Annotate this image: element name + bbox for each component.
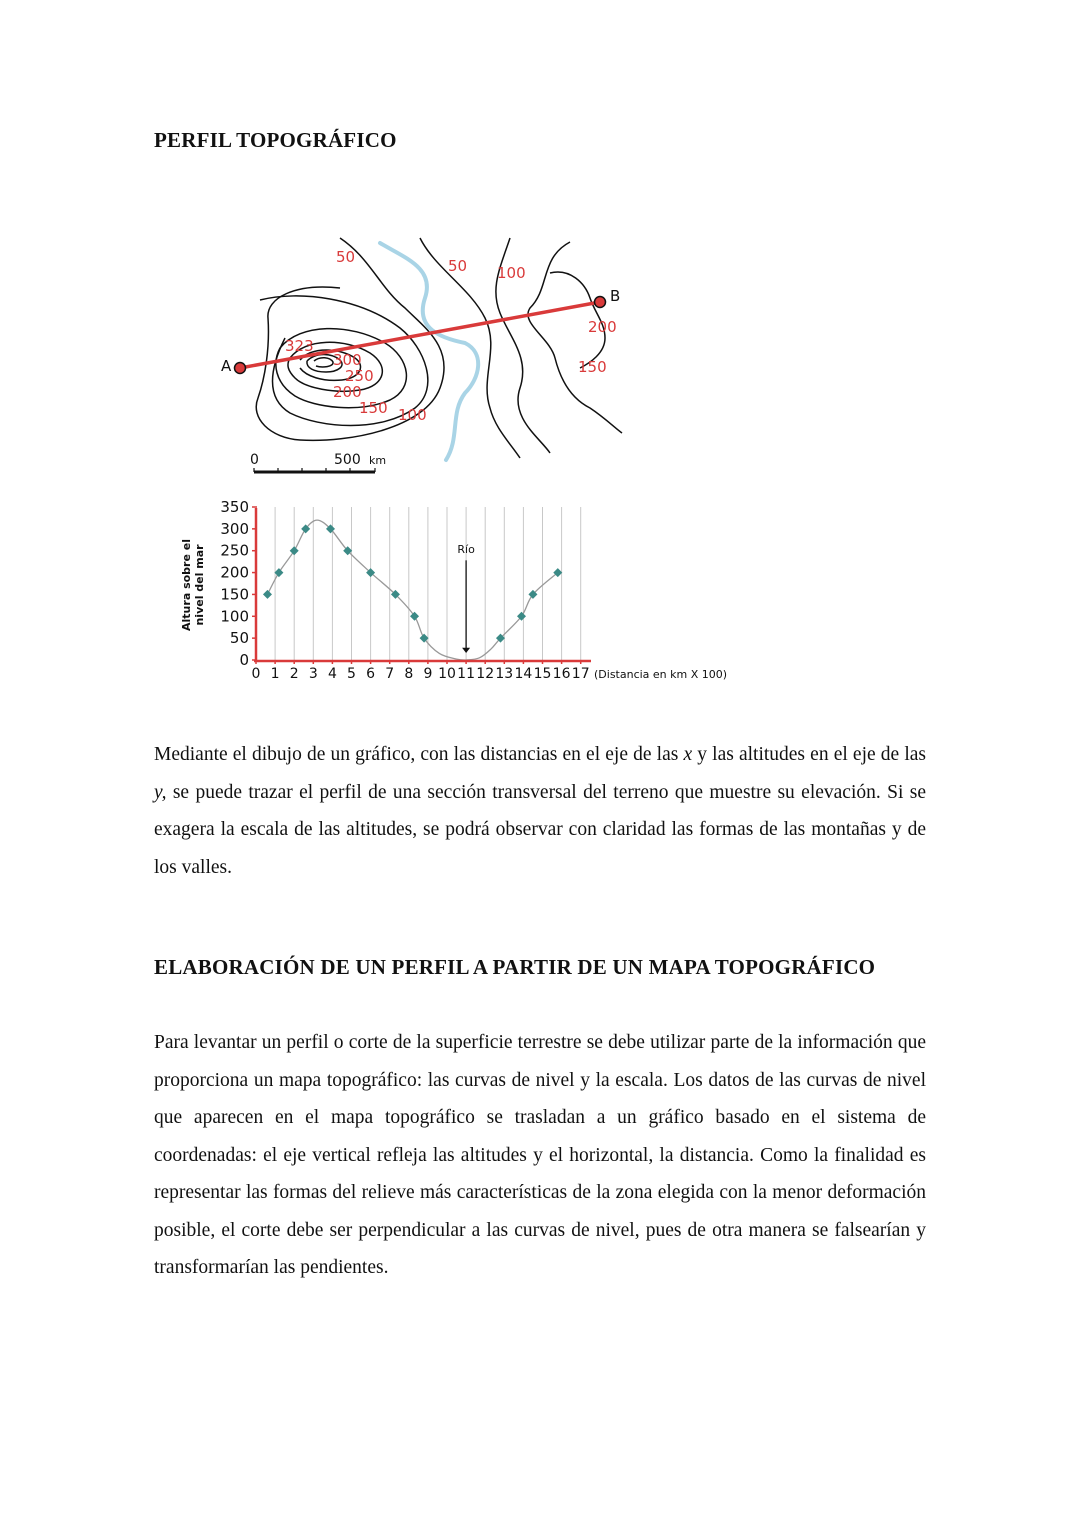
page-title: PERFIL TOPOGRÁFICO	[154, 128, 397, 152]
data-point-marker	[410, 612, 419, 621]
contour-label: 200	[333, 383, 362, 401]
x-tick-label: 2	[289, 666, 299, 682]
x-axis-label: (Distancia en km X 100)	[594, 668, 728, 681]
y-tick-label: 350	[220, 498, 249, 516]
point-a-label: A	[221, 357, 232, 375]
contour-label: 100	[398, 406, 427, 424]
data-point-marker	[263, 590, 272, 599]
x-tick-label: 14	[514, 666, 533, 682]
x-tick-label: 9	[423, 666, 433, 682]
scale-zero-label: 0	[250, 452, 259, 468]
point-b-label: B	[610, 287, 621, 305]
rio-arrow-head	[462, 648, 470, 653]
x-tick-label: 13	[495, 666, 514, 682]
x-tick-label: 7	[385, 666, 395, 682]
data-markers	[263, 524, 562, 642]
contour-label-group	[285, 248, 617, 424]
profile-line	[240, 302, 600, 368]
x-tick-label: 11	[457, 666, 476, 682]
x-tick-label: 5	[347, 666, 356, 682]
contour-label: 50	[336, 248, 356, 266]
x-ticks	[252, 660, 590, 682]
contour-label: 150	[578, 358, 607, 376]
y-tick-label: 150	[220, 585, 249, 604]
data-point-marker	[290, 546, 299, 555]
data-point-marker	[420, 634, 429, 643]
y-axis-label-line1: Altura sobre el	[180, 539, 193, 631]
point-b-marker	[595, 297, 606, 308]
x-tick-label: 10	[438, 666, 456, 682]
y-tick-label: 200	[220, 563, 249, 582]
x-tick-label: 3	[308, 666, 318, 682]
data-point-marker	[274, 568, 283, 577]
contour-label: 323	[285, 337, 314, 355]
x-tick-label: 17	[571, 666, 590, 682]
contour-label: 100	[497, 264, 526, 282]
y-tick-label: 300	[220, 519, 249, 538]
contour-label: 300	[333, 351, 362, 369]
scale-value-label: 500	[334, 452, 361, 468]
y-tick-label: 50	[229, 629, 249, 648]
y-tick-label: 100	[220, 607, 249, 626]
x-tick-label: 0	[251, 666, 261, 682]
x-tick-label: 4	[327, 666, 337, 682]
rio-annotation-label: Río	[457, 542, 475, 556]
x-tick-label: 8	[404, 666, 414, 682]
contour-label: 200	[588, 318, 617, 336]
profile-chart	[170, 490, 760, 690]
rio-annotation-arrow	[462, 560, 470, 653]
x-tick-label: 6	[366, 666, 376, 682]
y-tick-label: 250	[220, 541, 249, 560]
contour-label: 150	[359, 399, 388, 417]
intro-paragraph: Mediante el dibujo de un gráfico, con las distancias en el eje de las x y las altitudes en el eje de las y, se puede trazar el perfil de una sección transversal del terreno que muestre su elevación. Si se exagera la escala de las altitudes, se podrá observar con claridad las formas de las montañas y de los valles.	[154, 744, 926, 878]
grid-lines	[275, 507, 581, 660]
x-tick-label: 15	[533, 666, 552, 682]
point-a-marker	[235, 363, 246, 374]
y-tick-label: 0	[239, 651, 249, 669]
section-heading: ELABORACIÓN DE UN PERFIL A PARTIR DE UN MAPA TOPOGRÁFICO	[154, 955, 876, 979]
scale-bar	[254, 468, 375, 472]
profile-curve	[267, 520, 557, 660]
y-axis-label-line2: nivel del mar	[193, 544, 206, 626]
method-paragraph: Para levantar un perfil o corte de la superficie terrestre se debe utilizar parte de la información que proporciona un mapa topográfico: las curvas de nivel y la escala. Los datos de las curvas de nivel que aparecen en el mapa topográfico se trasladan a un gráfico basado en el sistema de coordenadas: el eje vertical refleja las altitudes y el horizontal, la distancia. Como la finalidad es representar las formas del relieve más características de la zona elegida con la menor deformación posible, el corte debe ser perpendicular a las curvas de nivel, pues de otra manera se falsearían y transformarían las pendientes.	[154, 1032, 926, 1278]
x-tick-label: 12	[476, 666, 495, 682]
contour-label: 250	[345, 367, 374, 385]
topographic-map	[210, 228, 640, 478]
scale-unit-label: km	[369, 454, 387, 467]
y-ticks	[220, 498, 257, 669]
x-tick-label: 1	[270, 666, 280, 682]
contour-label: 50	[448, 257, 468, 275]
x-tick-label: 16	[552, 666, 571, 682]
